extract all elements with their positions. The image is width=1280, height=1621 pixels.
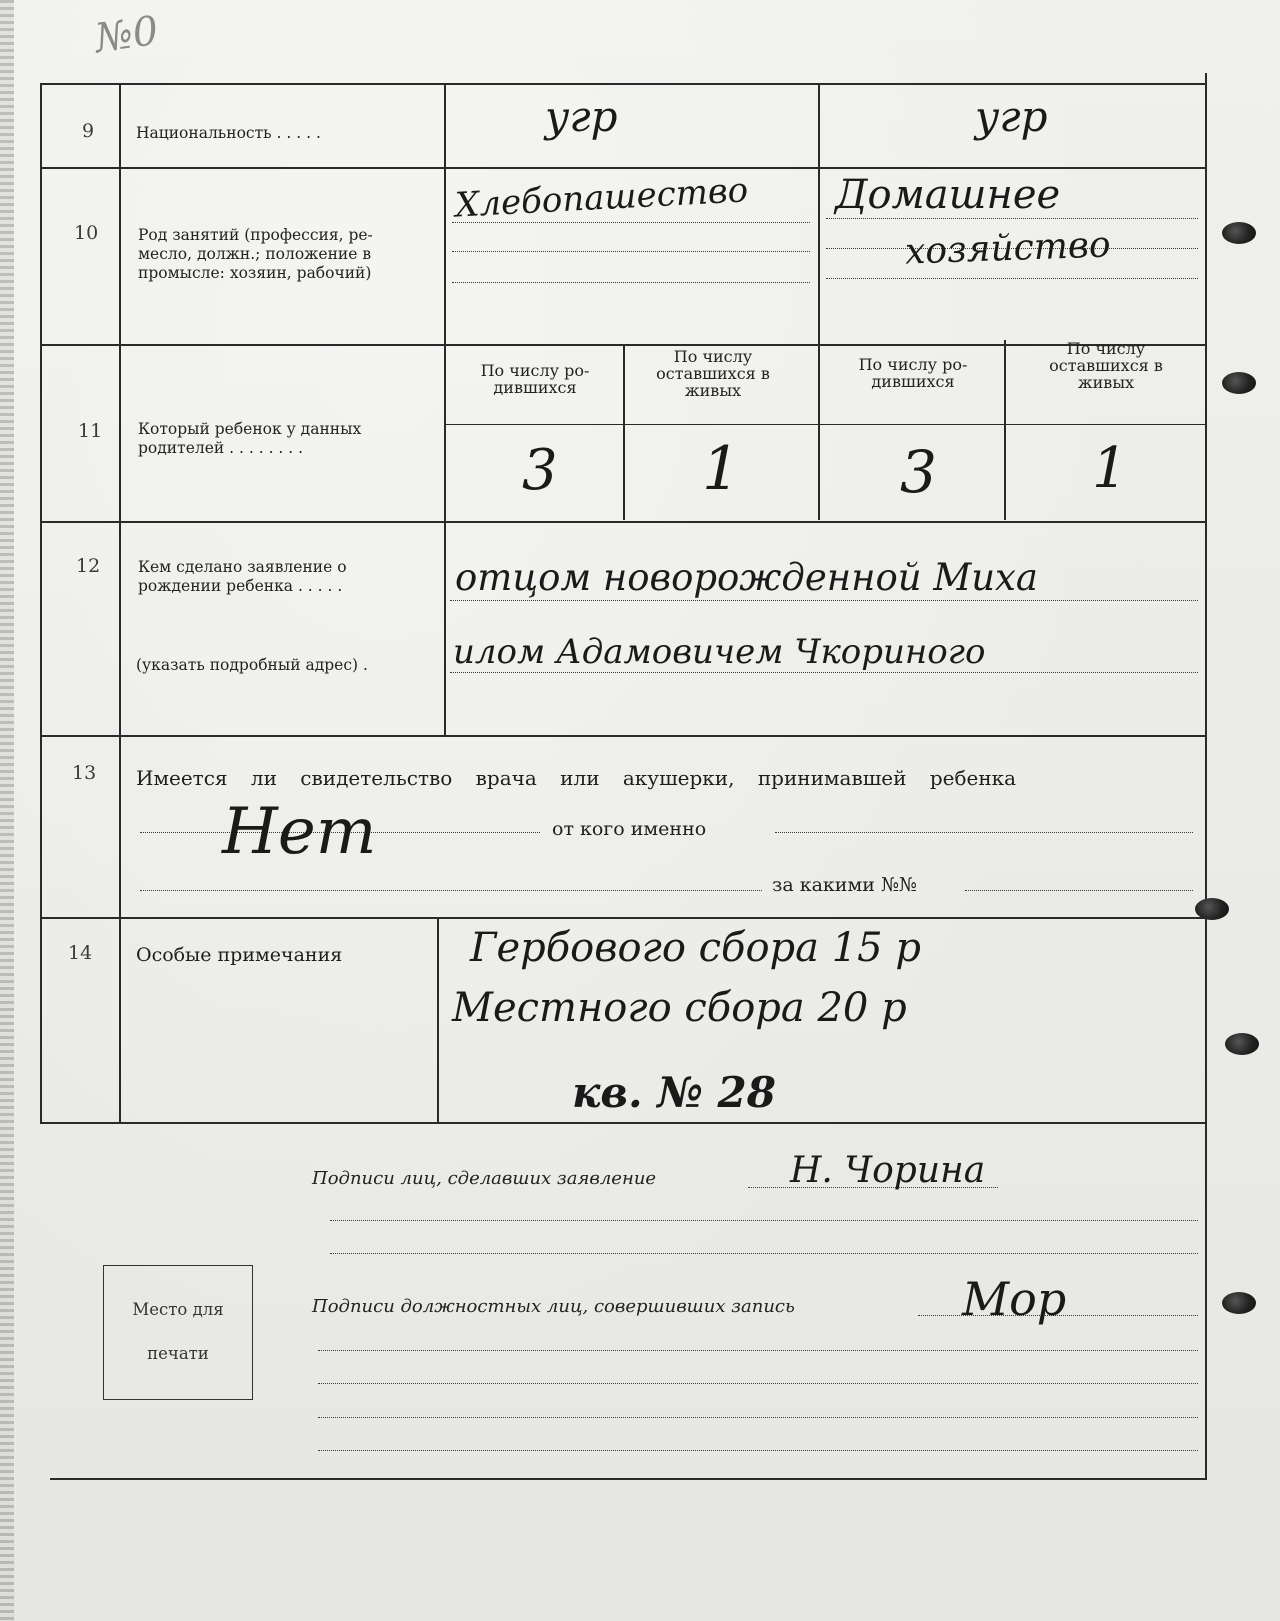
row-12-label: Кем сделано заявление о рождении ребенка . . . . .	[138, 558, 347, 595]
seal-place-box	[103, 1265, 253, 1400]
row-11-header-4: По числу оставшихся в живых	[1049, 339, 1163, 392]
col-sub-sep-b	[1004, 340, 1006, 520]
officials-dotline-4	[318, 1417, 1198, 1418]
binder-ring-icon	[1222, 372, 1256, 394]
row-13-question: Имеется ли свидетельство врача или акушерки, принимавшей ребенка	[136, 766, 1017, 790]
applicants-signature-label: Подписи лиц, сделавших заявление	[312, 1168, 657, 1189]
row-10-number: 10	[74, 222, 99, 244]
row-11-label: Который ребенок у данных родителей . . . . . . . .	[138, 420, 362, 457]
row-13-dotline-2	[140, 890, 762, 891]
row-11-number: 11	[78, 420, 103, 442]
row-11-value-4: 1	[1092, 436, 1128, 501]
row-13-from-whom: от кого именно	[552, 818, 707, 840]
row-11-header-3: По числу ро- дившихся	[858, 355, 968, 391]
row-13-numbers: за какими №№	[772, 874, 917, 896]
row-12-address-label: (указать подробный адрес) .	[136, 656, 368, 674]
corner-mark: №0	[92, 7, 162, 63]
col-label-sep	[444, 85, 446, 735]
row-13-answer: Нет	[222, 795, 377, 869]
row-12-number: 12	[76, 555, 101, 577]
applicants-signature: Н. Чорина	[790, 1150, 986, 1191]
applicants-dotline-2	[330, 1220, 1198, 1221]
col-label-sep-14	[437, 919, 439, 1123]
officials-dotline-2	[318, 1350, 1198, 1351]
row-12-handwriting-1: отцом новорожденной Миха	[455, 556, 1038, 599]
seal-place-label-2: печати	[147, 1344, 209, 1363]
col-mid-sep	[818, 85, 820, 520]
frame-bottom	[50, 1478, 1207, 1480]
applicants-dotline-3	[330, 1253, 1198, 1254]
row-sep-12-13	[40, 735, 1207, 737]
binder-ring-icon	[1225, 1033, 1259, 1055]
row-10-value-mother-2: хозяйство	[904, 224, 1112, 273]
row-11-value-2: 1	[702, 434, 741, 504]
row-10-dotline-2a	[452, 251, 810, 252]
row-10-dotline-3b	[826, 278, 1198, 279]
row-9-value-father: угр	[545, 92, 618, 141]
row-10-dotline-1b	[826, 218, 1198, 219]
row-13-dotline-2b	[965, 890, 1193, 891]
row-14-note-2: Местного сбора 20 р	[452, 985, 907, 1031]
page-edge	[0, 0, 14, 1621]
row-11-header-1: По числу ро- дившихся	[480, 361, 590, 397]
row-9-label: Национальность . . . . .	[136, 124, 321, 142]
binder-ring-icon	[1222, 1292, 1256, 1314]
row-13-number: 13	[72, 762, 97, 784]
row-10-value-father: Хлебопашество	[454, 170, 750, 226]
row-14-number: 14	[68, 942, 93, 964]
row-14-note-3: кв. № 28	[572, 1068, 776, 1117]
row-10-label: Род занятий (профессия, ре- месло, должн.; положение в промысле: хозяин, рабочий)	[138, 226, 373, 282]
row-9-number: 9	[82, 120, 95, 142]
row-sep-13-14	[40, 917, 1207, 919]
frame-top	[40, 83, 1207, 85]
binder-ring-icon	[1195, 898, 1229, 920]
row-12-dotline-2	[450, 672, 1198, 673]
row-12-handwriting-2: илом Адамовичем Чкориного	[453, 632, 986, 672]
row-sep-9-10	[40, 167, 1207, 169]
row-sep-14-sign	[40, 1122, 1207, 1124]
row-10-value-mother-1: Домашнее	[835, 172, 1061, 218]
row-12-dotline-1	[450, 600, 1198, 601]
frame-right	[1205, 73, 1207, 1478]
row-11-value-1: 3	[522, 438, 558, 503]
officials-dotline-3	[318, 1383, 1198, 1384]
row-9-value-mother: угр	[975, 92, 1048, 141]
col-num-sep	[119, 85, 121, 1123]
binder-ring-icon	[1222, 222, 1256, 244]
col-sub-sep-a	[623, 345, 625, 520]
officials-dotline-5	[318, 1450, 1198, 1451]
frame-left	[40, 83, 42, 1123]
row-11-value-3: 3	[900, 438, 937, 506]
row-14-note-1: Гербового сбора 15 р	[470, 925, 921, 971]
officials-signature-label: Подписи должностных лиц, совершивших запись	[312, 1296, 795, 1317]
row-13-dotline-1b	[775, 832, 1193, 833]
officials-signature: Мор	[962, 1272, 1067, 1326]
seal-place-label-1: Место для	[132, 1300, 224, 1319]
row-14-label: Особые примечания	[136, 944, 343, 966]
row-10-dotline-3a	[452, 282, 810, 283]
row-11-header-2: По числу оставшихся в живых	[656, 347, 770, 400]
sub-header-sep	[444, 424, 1207, 425]
row-sep-11-12	[40, 521, 1207, 523]
